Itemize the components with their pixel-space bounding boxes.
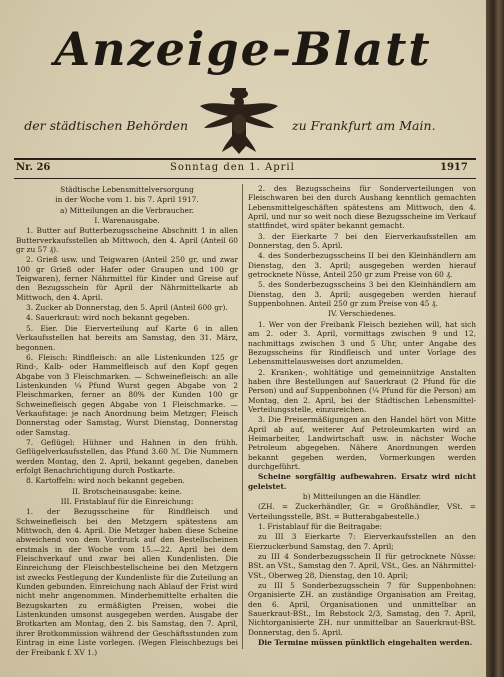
paragraph: 2. des Bezugsscheins für Sonderverteilungen von Fleischwaren bei den durch Aushang kenntlich gemachten Lebensmittelgeschäften spätestens am Mittwoch, den 4. April, und nur so weit noch diese Bezugsscheine im Verkauf stattfindet, wird später bekannt gemacht. bbox=[248, 184, 476, 231]
subtitle-right: zu Frankfurt am Main. bbox=[292, 118, 436, 133]
paragraph: IV. Verschiedenes. bbox=[327, 309, 397, 319]
paragraph: 1. Wer von der Freibank Fleisch beziehen will, hat sich am 2. oder 3. April, vormittags zwischen 9 und 12, nachmittags zwischen 3 und 5 Uhr, unter Angabe des Bezugsscheins für Rindfleisch und unter Vorlage des Lebensmittelausweises dort anzumelden. bbox=[248, 319, 476, 367]
paragraph: 3. Zucker ab Donnerstag, den 5. April (Anteil 600 gr). bbox=[26, 303, 228, 313]
paragraph: Die Termine müssen pünktlich eingehalten werden. bbox=[258, 638, 473, 648]
paragraph: 1. Butter auf Butterbezugsscheine Abschnitt 1 in allen Butterverkaufsstellen ab Mittwoch, den 4. April (Anteil 60 gr zu 57 ₰). bbox=[16, 226, 238, 255]
paragraph: 2. Grieß usw. und Teigwaren (Anteil 250 gr, und zwar 100 gr Grieß oder Hafer oder Graupen und 100 gr Teigwaren), ferner Nährmittel für Kinder und Greise auf den Bezugsschein für April der Nährmittelkarte ab Mittwoch, den 4. April. bbox=[16, 255, 238, 302]
book-spine bbox=[486, 0, 504, 677]
paragraph: Städtische Lebensmittelversorgung bbox=[60, 185, 194, 194]
paragraph: 4. des Sonderbezugsscheins II bei den Kleinhändlern am Dienstag, den 3. April; ausgegeben werden hierauf getrocknete Nüsse, Anteil 250 gr zum Preise von 60 ₰. bbox=[248, 251, 476, 280]
paragraph: (ZH. = Zuckerhändler, Gr. = Großhändler, VSt. = Verteilungsstelle, BSt. = Butterabgabestelle.) bbox=[248, 502, 476, 521]
paragraph: 2. Kranken-, wohltätige und gemeinnützige Anstalten haben ihre Bestellungen auf Sauerkraut (2 Pfund für die Person) und auf Suppenbohnen (¼ Pfund für die Person) am Montag, den 2. April, bei der Städtischen Lebensmittel-Verteilungsstelle, einzureichen. bbox=[248, 367, 476, 414]
paragraph: III. Fristablauf für die Einreichung: bbox=[60, 497, 194, 506]
subtitle-left: der städtischen Behörden bbox=[24, 118, 188, 133]
paragraph: II. Brotscheinausgabe: keine. bbox=[72, 486, 182, 496]
paragraph: 6. Fleisch: Rindfleisch: an alle Listenkunden 125 gr Rind-, Kalb- oder Hammelfleisch auf den Kopf gegen Abgabe von 3 Fleischmarken. — Schweinefleisch: an alle Listenkunden ¼ Pfund Wurst gegen Abgabe von 2 Fleischmarken, ferner an 80% der Kunden 100 gr Schweinefleisch gegen Abgabe von 1 Fleischmarke. — Verkaufstage: je nach Anordnung beim Metzger; Fleisch Donnerstag oder Samstag, Wurst Dienstag, Donnerstag oder Samstag. bbox=[16, 352, 238, 437]
paragraph: 1. Fristablauf für die Beitragabe: bbox=[258, 522, 382, 532]
paragraph: 5. Eier. Die Eierverteilung auf Karte 6 in allen Verkaufsstellen hat bereits am Samstag, den 31. März, begonnen. bbox=[16, 323, 238, 352]
newspaper-title: Anzeige-Blatt bbox=[54, 22, 432, 76]
paragraph: a) Mitteilungen an die Verbraucher. bbox=[59, 205, 194, 215]
paragraph: 8. Kartoffeln: wird noch bekannt gegeben. bbox=[26, 476, 185, 486]
paragraph: in der Woche vom 1. bis 7. April 1917. bbox=[55, 195, 199, 205]
paragraph: 1. der Bezugsscheine für Rindfleisch und Schweinefleisch bei den Metzgern spätestens am Mittwoch, den 4. April. Die Metzger haben diese Scheine abweichend von dem Vordruck auf den Bestellscheinen erstmals in der Woche vom 15.—22. April bei dem Fleischverkauf und zwar bei allen Kundenlisten. Die Einreichung der Fleischbestellscheine bei den Metzgern ist zwecks Festlegung der Kundenliste für die Zuteilung an Kunden gebunden. Einreichung nach Ablauf der Frist wird nicht mehr angenommen. Minderbemittelte erhalten die Bezugskarten zu ermäßigten Preisen, wobei die Listenkunden umsonst ausgegeben werden. Ausgabe der Brotkarten am Montag, den 2. bis Samstag, den 7. April, ihrer Brotkommission während der Geschäftsstunden zum Eintrag in eine Liste vorlegen. (Wegen Fleischbezugs bei der Freibank f. XV 1.) bbox=[16, 507, 238, 657]
paragraph: I. Warenausgabe. bbox=[94, 216, 160, 226]
paragraph: b) Mitteilungen an die Händler. bbox=[302, 492, 422, 501]
left-column bbox=[16, 184, 238, 658]
issue-number: Nr. 26 bbox=[16, 162, 51, 173]
paragraph: 3. der Eierkarte 7 bei den Eierverkaufsstellen am Donnerstag, den 5. April. bbox=[248, 231, 476, 251]
header-rule-top bbox=[14, 158, 476, 160]
header-rule-bottom bbox=[14, 178, 476, 179]
masthead bbox=[0, 22, 486, 76]
paragraph: zu III 3 Eierkarte 7: Eierverkaufsstellen an den Eierzuckerbund Samstag, den 7. April; bbox=[248, 532, 476, 551]
paragraph: Scheine sorgfältig aufbewahren. Ersatz wird nicht geleistet. bbox=[248, 472, 476, 491]
right-column bbox=[248, 184, 476, 649]
column-divider bbox=[242, 184, 243, 649]
paragraph: zu III 5 Sonderbezugsschein 7 für Suppenbohnen: Organisierte ZH. an zuständige Organisation am Freitag, den 6. April, Organisationen und unmittelbar an Sauerkraut-BSt., Im Rebstock 2/3, Samstag, den 7. April, Nichtorganisierte ZH. nur unmittelbar an Sauerkraut-BSt. Donnerstag, den 5. April. bbox=[248, 581, 476, 637]
paragraph: zu III 4 Sonderbezugsschein II für getrocknete Nüsse: BSt. an VSt., Samstag den 7. April, VSt., Ges. an Nährmittel-VSt., Oberweg 28, Dienstag, den 10. April; bbox=[248, 552, 476, 580]
issue-year: 1917 bbox=[440, 162, 468, 173]
paragraph: 7. Geflügel: Hühner und Hahnen in den frühh. Geflügelverkaufsstellen, das Pfund 3.60 ℳ. Die Nummern werden Montag, den 2. April, bekannt gegeben, daneben erfolgt Benachrichtigung durch Postkarte. bbox=[16, 437, 238, 475]
issue-date: Sonntag den 1. April bbox=[170, 162, 295, 173]
paragraph: 5. des Sonderbezugsscheins 3 bei den Kleinhändlern am Dienstag, den 3. April; ausgegeben werden hierauf Suppenbohnen. Anteil 250 gr zum Preise von 45 ₰. bbox=[248, 280, 476, 309]
paragraph: 4. Sauerkraut: wird noch bekannt gegeben. bbox=[26, 313, 190, 323]
paragraph: 3. Die Preisermäßigungen an den Handel hört von Mitte April ab auf, weiterer Auf Petroleumkarten wird an Heimarbeiter, Landwirtschaft usw. in nächster Woche Petroleum abgegeben. Nähere Anordnungen werden bekannt gegeben werden, Vormerkungen werden durchgeführt. bbox=[248, 415, 476, 471]
